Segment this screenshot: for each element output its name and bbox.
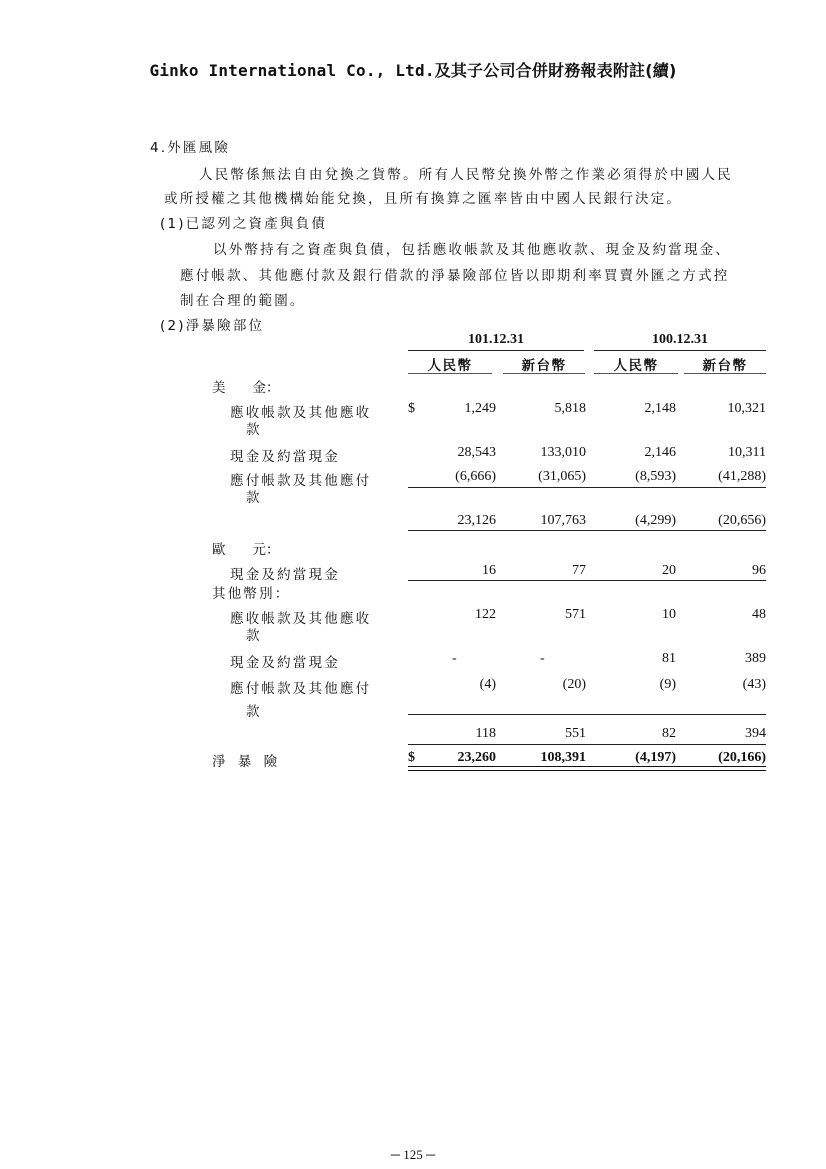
total-double-underline [408,766,766,771]
cell-value: 133,010 [540,445,586,460]
cell-value: 10,311 [728,445,766,460]
subtotal-underline [408,530,766,531]
subtotal-value: 551 [565,726,586,741]
cell-value: - [540,651,545,666]
header-title-cn: 及其子公司合併財務報表附註(續) [434,61,677,80]
cell-value: 571 [565,607,586,622]
period-underline [408,350,584,351]
col-underline [684,373,766,374]
cell-value: 2,148 [644,401,676,416]
row-underline [408,580,766,581]
cell-value: 1,249 [464,401,496,416]
cell-value: 10 [662,607,676,622]
cell-value: 96 [752,563,766,578]
col-underline [503,373,585,374]
cell-value: 10,321 [727,401,766,416]
subtotal-value: (4,299) [635,513,676,528]
subtotal-value: 118 [475,726,496,741]
paragraph-line: 應付帳款、其他應付款及銀行借款的淨暴險部位皆以即期利率買賣外匯之方式控 [180,268,730,284]
row-label: 現金及約當現金 [230,567,340,583]
period-underline [594,350,766,351]
net-value: (20,166) [718,750,766,765]
subtotal-value: 394 [745,726,766,741]
cell-value: 2,146 [644,445,676,460]
subtotal-value: 82 [662,726,676,741]
net-value: (4,197) [635,750,676,765]
row-label: 現金及約當現金 [230,655,340,671]
col-header-ntd: 新台幣 [702,358,748,374]
net-value: 23,260 [457,750,496,765]
cell-value: 81 [662,651,676,666]
col-underline [408,373,492,374]
cell-value: (6,666) [455,469,496,484]
cell-value: 48 [752,607,766,622]
net-exposure-label: 淨 暴 險 [212,754,282,770]
cell-value: - [452,651,457,666]
eur-label: 歐 元： [212,542,280,558]
cell-value: (43) [742,677,766,692]
paragraph-line: 或所授權之其他機構始能兌換，且所有換算之匯率皆由中國人民銀行決定。 [164,191,683,207]
paragraph-line: 制在合理的範圍。 [180,293,306,309]
cell-value: (20) [562,677,586,692]
col-header-ntd: 新台幣 [521,358,567,374]
row-label-cont: 款 [246,490,262,506]
row-label-cont: 款 [246,628,262,644]
cell-value: (9) [659,677,676,692]
row-label-cont: 款 [246,704,262,720]
page-header [0,58,826,81]
paragraph-line: 人民幣係無法自由兌換之貨幣。所有人民幣兌換外幣之作業必須得於中國人民 [199,167,733,183]
page-number: ─ 125 ─ [390,1147,436,1162]
row-label: 應付帳款及其他應付 [230,681,372,697]
cell-value: (31,065) [538,469,586,484]
period-header-1: 101.12.31 [468,332,524,347]
header-title-latin: Ginko International Co., Ltd. [149,61,435,80]
cell-value: 16 [482,563,496,578]
subtotal-underline [408,744,766,745]
other-currency-label: 其他幣別： [212,586,291,602]
cell-value: 389 [745,651,766,666]
subtotal-value: 107,763 [540,513,586,528]
row-label: 現金及約當現金 [230,449,340,465]
currency-symbol: $ [408,401,415,416]
subtotal-rule [408,714,766,715]
period-header-2: 100.12.31 [652,332,708,347]
cell-value: (8,593) [635,469,676,484]
cell-value: 77 [572,563,586,578]
usd-label: 美 金： [212,380,280,396]
cell-value: 5,818 [554,401,586,416]
section-heading: 4.外匯風險 [150,140,231,156]
cell-value: (41,288) [718,469,766,484]
cell-value: 20 [662,563,676,578]
subsection-heading: (1)已認列之資產與負債 [160,216,328,232]
paragraph-line: 以外幣持有之資產與負債，包括應收帳款及其他應收款、現金及約當現金、 [213,242,732,258]
cell-value: 28,543 [457,445,496,460]
row-label-cont: 款 [246,422,262,438]
cell-value: (4) [479,677,496,692]
currency-symbol: $ [408,750,415,765]
col-underline [594,373,678,374]
subtotal-value: (20,656) [718,513,766,528]
subsection-heading: (2)淨暴險部位 [160,318,265,334]
col-header-rmb: 人民幣 [427,358,473,374]
col-header-rmb: 人民幣 [613,358,659,374]
net-value: 108,391 [540,750,586,765]
cell-value: 122 [475,607,496,622]
row-label: 應收帳款及其他應收 [230,611,372,627]
row-label: 應收帳款及其他應收 [230,405,372,421]
row-label: 應付帳款及其他應付 [230,473,372,489]
subtotal-rule [408,487,766,488]
subtotal-value: 23,126 [457,513,496,528]
